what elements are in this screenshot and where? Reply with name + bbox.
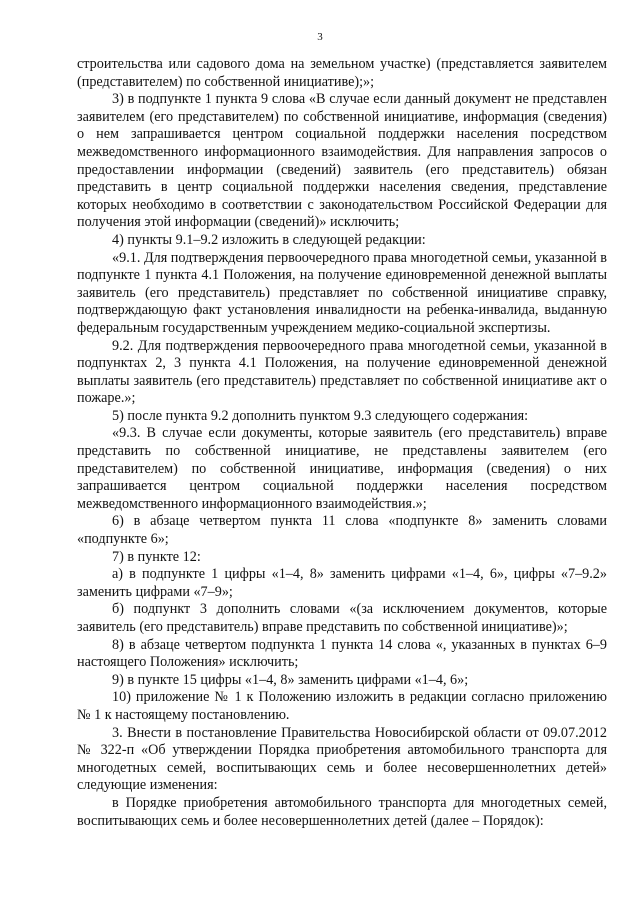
paragraph-5: 9.2. Для подтверждения первоочередного права многодетной семьи, указанной в подпунктах 2, 3 пункта 4.1 Положения, на получение единовременной денежной выплаты заявитель (его представитель) представляет по собственной инициативе акт о пожаре.»; bbox=[77, 337, 607, 407]
paragraph-6: 5) после пункта 9.2 дополнить пунктом 9.3 следующего содержания: bbox=[112, 407, 529, 424]
paragraph-8: 6) в абзаце четвертом пункта 11 слова «подпункте 8» заменить словами «подпункте 6»; bbox=[77, 513, 607, 548]
paragraph-3: 4) пункты 9.1–9.2 изложить в следующей редакции: bbox=[112, 231, 426, 248]
paragraph-4: «9.1. Для подтверждения первоочередного права многодетной семьи, указанной в подпункте 1 пункта 4.1 Положения, на получение единовременной денежной выплаты заявитель (его представитель) представляет по собственной инициативе справку, подтверждающую факт установления инвалидности на ребенка-инвалида, выданную федеральным государственным учреждением медико-социальной экспертизы. bbox=[77, 249, 607, 336]
paragraph-1: строительства или садового дома на земельном участке) (представляется заявителем (представителем) по собственной инициативе);»; bbox=[77, 56, 607, 90]
paragraph-13: 9) в пункте 15 цифры «1–4, 8» заменить цифрами «1–4, 6»; bbox=[112, 671, 469, 688]
paragraph-12: 8) в абзаце четвертом подпункта 1 пункта 14 слова «, указанных в пунктах 6–9 настоящего Положения» исключить; bbox=[77, 636, 607, 671]
paragraph-14: 10) приложение № 1 к Положению изложить в редакции согласно приложению № 1 к настоящему постановлению. bbox=[77, 689, 607, 723]
paragraph-10: а) в подпункте 1 цифры «1–4, 8» заменить цифрами «1–4, 6», цифры «7–9.2» заменить цифрами «7–9»; bbox=[77, 566, 607, 600]
paragraph-9: 7) в пункте 12: bbox=[112, 548, 201, 565]
paragraph-16: в Порядке приобретения автомобильного транспорта для многодетных семей, воспитывающих семь и более несовершеннолетних детей (далее – Порядок): bbox=[77, 794, 607, 829]
paragraph-7: «9.3. В случае если документы, которые заявитель (его представитель) вправе представить по собственной инициативе, не представлены заявителем (его представителем) по собственной инициативе, информация (сведения) о них запрашивается центром социальной поддержки населения посредством межведомственного информационного взаимодействия.»; bbox=[77, 425, 607, 512]
page-number: 3 bbox=[317, 31, 323, 43]
paragraph-2: 3) в подпункте 1 пункта 9 слова «В случае если данный документ не представлен заявителем (его представителем) по собственной инициативе, информация (сведения) о нем запрашивается центром социальной поддержки населения посредством межведомственного информационного взаимодействия. Для направления запросов о предоставлении информации (сведений) заявитель (его представитель) обязан представить в центр социальной поддержки населения сведения, представление которых необходимо в соответствии с законодательством Российской Федерации для получения этой информации (сведений)» исключить; bbox=[77, 91, 607, 231]
paragraph-15: 3. Внести в постановление Правительства Новосибирской области от 09.07.2012 № 322-п «Об утверждении Порядка приобретения автомобильного транспорта для многодетных семей, воспитывающих семь и более несовершеннолетних детей» следующие изменения: bbox=[77, 724, 607, 794]
document-body bbox=[77, 56, 607, 830]
paragraph-11: б) подпункт 3 дополнить словами «(за исключением документов, которые заявитель (его представитель) вправе представить по собственной инициативе)»; bbox=[77, 601, 607, 635]
